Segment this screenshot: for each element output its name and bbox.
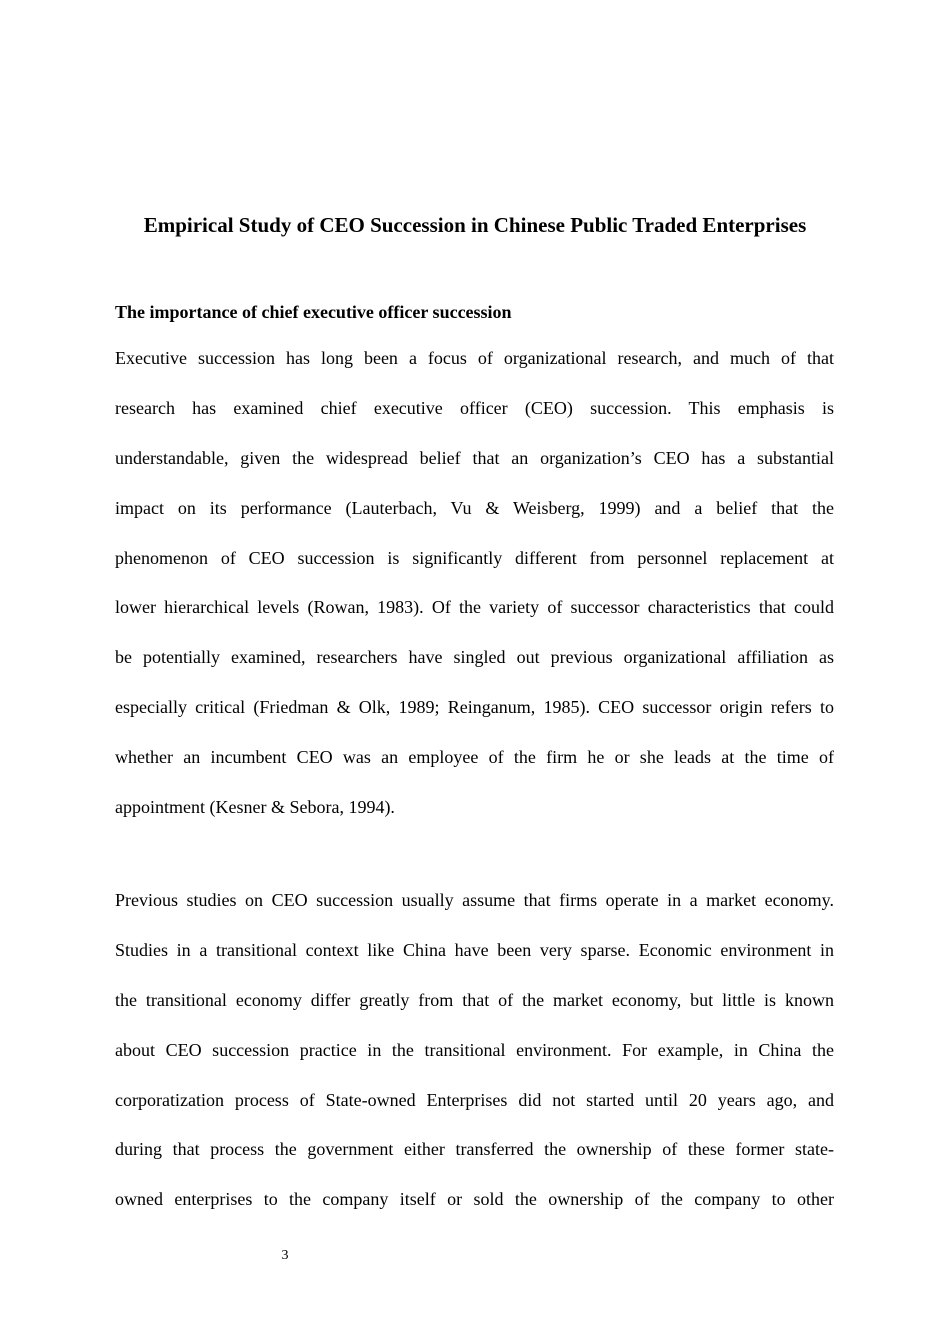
- paragraph-line: appointment (Kesner & Sebora, 1994).: [115, 797, 395, 818]
- paragraph-line: Previous studies on CEO succession usually assume that firms operate in a market economy.: [115, 890, 834, 910]
- paragraph-line: especially critical (Friedman & Olk, 1989; Reinganum, 1985). CEO successor origin refers to: [115, 697, 834, 718]
- paragraph-line: lower hierarchical levels (Rowan, 1983). Of the variety of successor characteristics that could: [115, 597, 834, 618]
- section-heading: The importance of chief executive officer succession: [115, 302, 512, 322]
- paragraph-line: during that process the government either transferred the ownership of these former state-: [115, 1139, 834, 1160]
- paragraph-line: corporatization process of State-owned Enterprises did not started until 20 years ago, and: [115, 1089, 834, 1110]
- paragraph-line: Executive succession has long been a focus of organizational research, and much of that: [115, 348, 834, 368]
- paragraph-line: about CEO succession practice in the transitional environment. For example, in China the: [115, 1039, 834, 1060]
- paragraph-line: whether an incumbent CEO was an employee of the firm he or she leads at the time of: [115, 747, 834, 768]
- page-number: 3: [281, 1248, 289, 1263]
- paragraph-line: phenomenon of CEO succession is significantly different from personnel replacement at: [115, 547, 834, 568]
- paragraph-ceo-succession-importance: [115, 345, 834, 844]
- paragraph-line: the transitional economy differ greatly from that of the market economy, but little is known: [115, 989, 834, 1010]
- paragraph-line: be potentially examined, researchers have singled out previous organizational affiliation as: [115, 647, 834, 668]
- document-title: Empirical Study of CEO Succession in Chinese Public Traded Enterprises: [143, 213, 807, 237]
- paragraph-line: understandable, given the widespread belief that an organization’s CEO has a substantial: [115, 447, 834, 468]
- paragraph-line: owned enterprises to the company itself or sold the ownership of the company to other: [115, 1189, 834, 1210]
- paragraph-transitional-context: [115, 887, 834, 1236]
- paragraph-line: Studies in a transitional context like China have been very sparse. Economic environment in: [115, 939, 834, 960]
- paragraph-line: impact on its performance (Lauterbach, Vu & Weisberg, 1999) and a belief that the: [115, 497, 834, 518]
- paragraph-line: research has examined chief executive officer (CEO) succession. This emphasis is: [115, 397, 834, 418]
